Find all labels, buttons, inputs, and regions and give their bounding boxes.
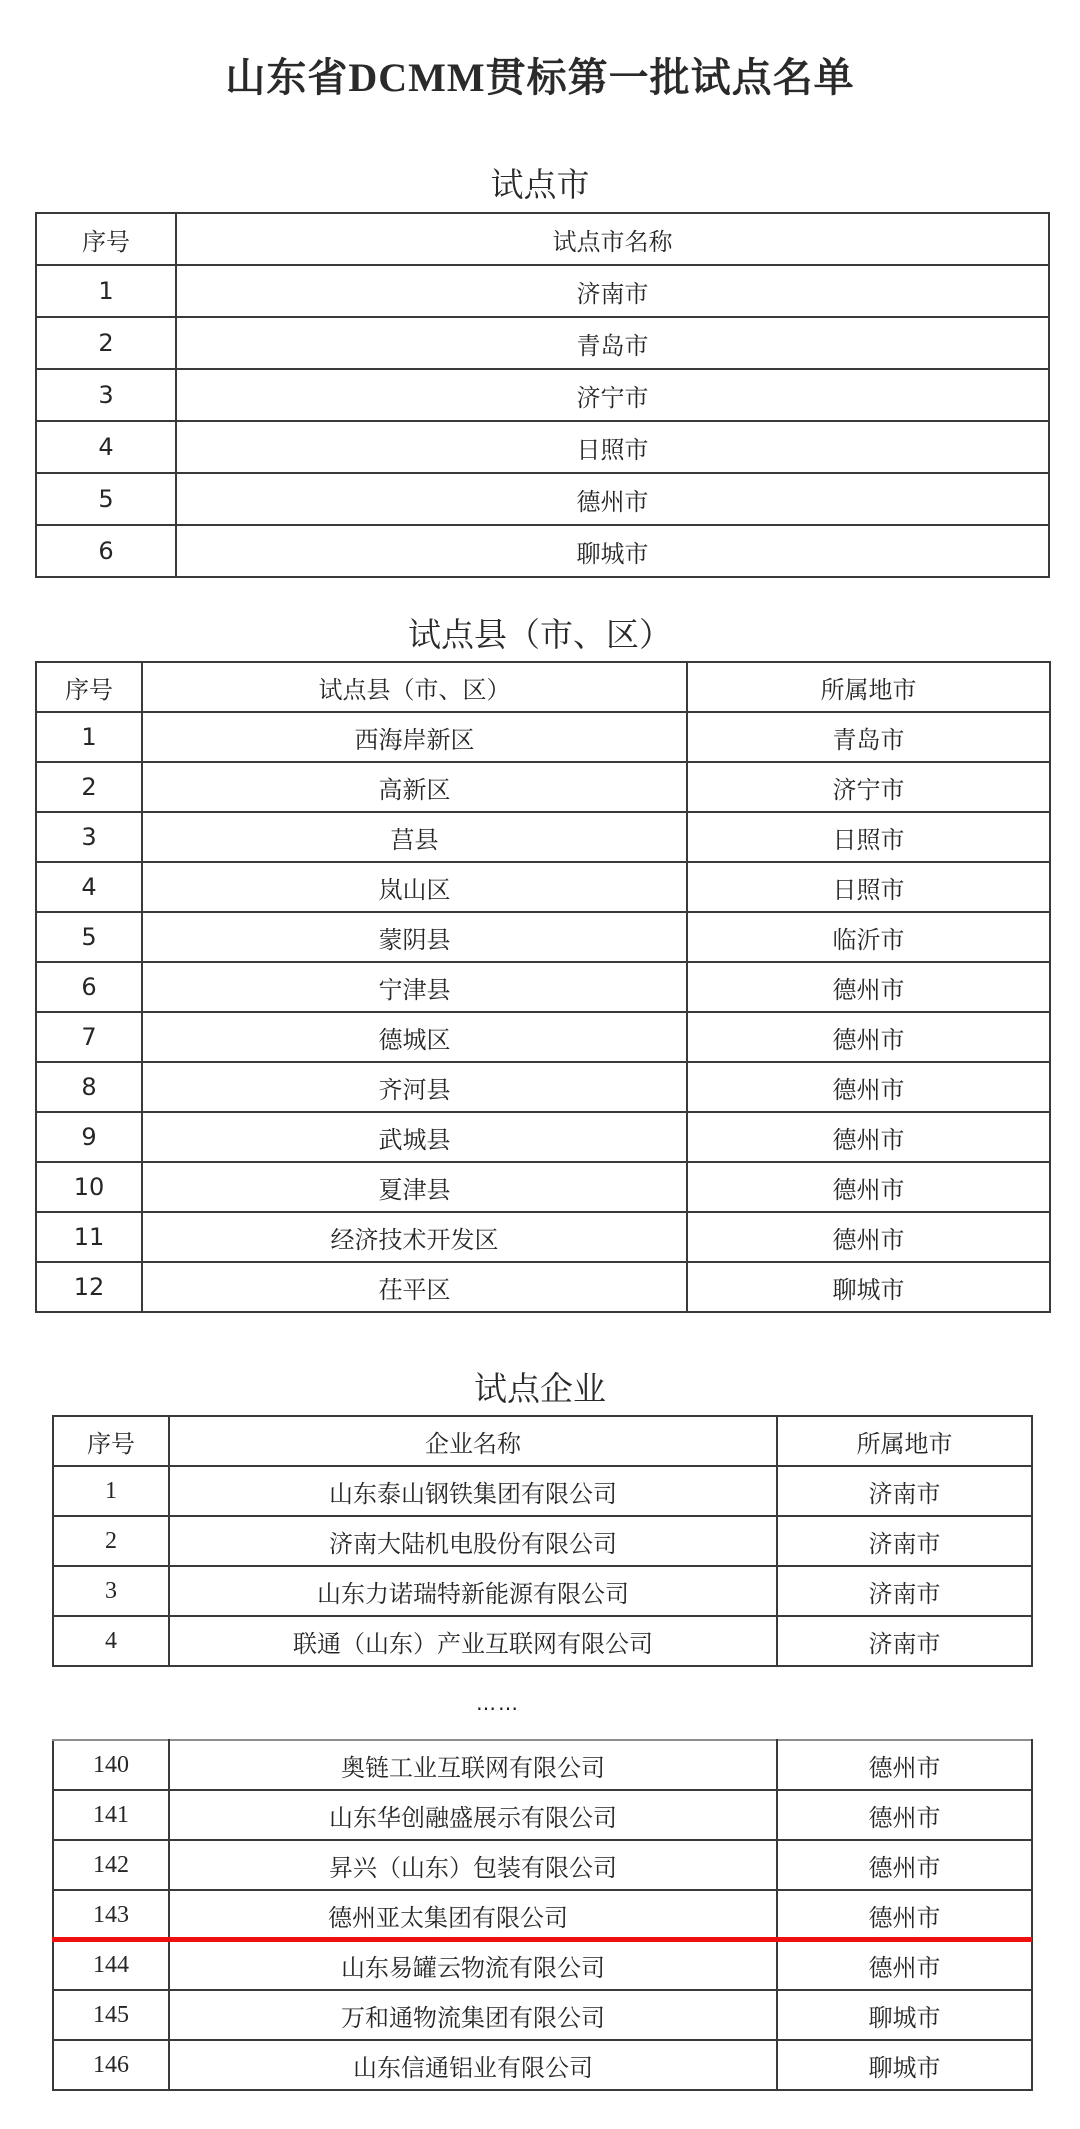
cell-index: 4 [53,1616,169,1666]
table-row [36,862,1050,912]
cell-city: 德州市 [777,1890,1032,1940]
cell-city: 济南市 [777,1616,1032,1666]
cell-index: 5 [36,912,142,962]
table-row [53,1616,1032,1666]
cell-city: 德州市 [777,1840,1032,1890]
table-row [36,1212,1050,1262]
cell-index: 2 [53,1516,169,1566]
cell-enterprise-name: 昇兴（山东）包装有限公司 [169,1840,777,1890]
red-highlight-underline [52,1937,1032,1942]
table-row [53,1566,1032,1616]
cell-enterprise-name: 万和通物流集团有限公司 [169,1990,777,2040]
pilot-counties-table [35,661,1051,1313]
cell-city: 德州市 [777,1740,1032,1790]
cell-index: 146 [53,2040,169,2090]
cell-city: 济宁市 [687,762,1050,812]
table-row [36,1062,1050,1112]
cell-county-name: 蒙阴县 [142,912,687,962]
cell-county-name: 齐河县 [142,1062,687,1112]
cell-city: 德州市 [687,962,1050,1012]
cell-index: 6 [36,962,142,1012]
cell-index: 1 [36,265,176,317]
cell-index: 10 [36,1162,142,1212]
cell-county-name: 宁津县 [142,962,687,1012]
cell-city: 德州市 [687,1212,1050,1262]
cell-county-name: 高新区 [142,762,687,812]
cell-index: 141 [53,1790,169,1840]
cell-city: 德州市 [777,1790,1032,1840]
cell-city-name: 青岛市 [176,317,1049,369]
cell-county-name: 武城县 [142,1112,687,1162]
cell-index: 2 [36,762,142,812]
cell-city: 聊城市 [687,1262,1050,1312]
table-header-row [36,213,1049,265]
cell-city: 日照市 [687,812,1050,862]
table-row [53,1516,1032,1566]
cell-index: 3 [36,812,142,862]
cell-county-name: 经济技术开发区 [142,1212,687,1262]
cell-city: 青岛市 [687,712,1050,762]
cell-enterprise-name: 山东泰山钢铁集团有限公司 [169,1466,777,1516]
table-row [53,1990,1032,2040]
cell-city: 济南市 [777,1566,1032,1616]
cell-index: 143 [53,1890,169,1940]
cell-index: 2 [36,317,176,369]
table-row [53,1840,1032,1890]
cell-index: 3 [53,1566,169,1616]
cell-city: 德州市 [687,1062,1050,1112]
cell-index: 144 [53,1940,169,1990]
cell-index: 8 [36,1062,142,1112]
table-row [36,812,1050,862]
cell-county-name: 茌平区 [142,1262,687,1312]
cell-county-name: 夏津县 [142,1162,687,1212]
omitted-rows-ellipsis: …… [476,1691,520,1715]
cell-index: 7 [36,1012,142,1062]
cell-city-name: 聊城市 [176,525,1049,577]
cell-index: 142 [53,1840,169,1890]
column-header-index: 序号 [36,662,142,712]
table-row [53,1466,1032,1516]
column-header-city-name: 试点市名称 [176,213,1049,265]
column-header-city: 所属地市 [777,1416,1032,1466]
table-row [53,1740,1032,1790]
cell-county-name: 西海岸新区 [142,712,687,762]
cell-index: 1 [36,712,142,762]
table-row [36,1112,1050,1162]
cell-county-name: 岚山区 [142,862,687,912]
cell-index: 12 [36,1262,142,1312]
cell-enterprise-name: 德州亚太集团有限公司 [169,1890,777,1940]
column-header-index: 序号 [36,213,176,265]
cell-index: 3 [36,369,176,421]
table-row [36,1012,1050,1062]
table-row [53,1940,1032,1990]
table-row [53,2040,1032,2090]
table-row [36,317,1049,369]
table-row [36,1262,1050,1312]
table-row [36,473,1049,525]
cell-index: 1 [53,1466,169,1516]
pilot-cities-table [35,212,1050,578]
cell-city-name: 德州市 [176,473,1049,525]
cell-city: 临沂市 [687,912,1050,962]
cell-enterprise-name: 奥链工业互联网有限公司 [169,1740,777,1790]
cell-index: 4 [36,421,176,473]
cell-index: 145 [53,1990,169,2040]
cell-index: 5 [36,473,176,525]
table-row [53,1790,1032,1840]
section-heading-pilot-cities: 试点市 [490,165,590,204]
table-row-highlighted [53,1890,1032,1940]
table-row [36,712,1050,762]
cell-city-name: 济宁市 [176,369,1049,421]
column-header-county-name: 试点县（市、区） [142,662,687,712]
cell-enterprise-name: 山东信通铝业有限公司 [169,2040,777,2090]
cell-city: 日照市 [687,862,1050,912]
cell-city: 济南市 [777,1516,1032,1566]
document-title: 山东省DCMM贯标第一批试点名单 [225,55,855,100]
cell-city: 聊城市 [777,2040,1032,2090]
cell-index: 140 [53,1740,169,1790]
column-header-city: 所属地市 [687,662,1050,712]
table-row [36,369,1049,421]
cell-city: 德州市 [687,1012,1050,1062]
cell-county-name: 莒县 [142,812,687,862]
table-row [36,265,1049,317]
cell-index: 6 [36,525,176,577]
cell-city-name: 济南市 [176,265,1049,317]
table-row [36,421,1049,473]
cell-city: 德州市 [687,1112,1050,1162]
table-header-row [53,1416,1032,1466]
cell-enterprise-name: 山东易罐云物流有限公司 [169,1940,777,1990]
cell-city: 济南市 [777,1466,1032,1516]
cell-city: 聊城市 [777,1990,1032,2040]
cell-index: 4 [36,862,142,912]
cell-index: 9 [36,1112,142,1162]
cell-enterprise-name: 山东力诺瑞特新能源有限公司 [169,1566,777,1616]
section-heading-pilot-enterprises: 试点企业 [474,1369,606,1408]
table-row [36,912,1050,962]
cell-enterprise-name: 济南大陆机电股份有限公司 [169,1516,777,1566]
cell-index: 11 [36,1212,142,1262]
cell-enterprise-name: 联通（山东）产业互联网有限公司 [169,1616,777,1666]
section-heading-pilot-counties: 试点县（市、区） [408,615,672,654]
cell-enterprise-name: 山东华创融盛展示有限公司 [169,1790,777,1840]
column-header-enterprise-name: 企业名称 [169,1416,777,1466]
table-row [36,525,1049,577]
cell-city: 德州市 [777,1940,1032,1990]
table-row [36,1162,1050,1212]
cell-city: 德州市 [687,1162,1050,1212]
cell-city-name: 日照市 [176,421,1049,473]
table-row [36,962,1050,1012]
table-row [36,762,1050,812]
column-header-index: 序号 [53,1416,169,1466]
pilot-enterprises-table-last [52,1739,1033,2091]
pilot-enterprises-table-first [52,1415,1033,1667]
cell-county-name: 德城区 [142,1012,687,1062]
table-header-row [36,662,1050,712]
